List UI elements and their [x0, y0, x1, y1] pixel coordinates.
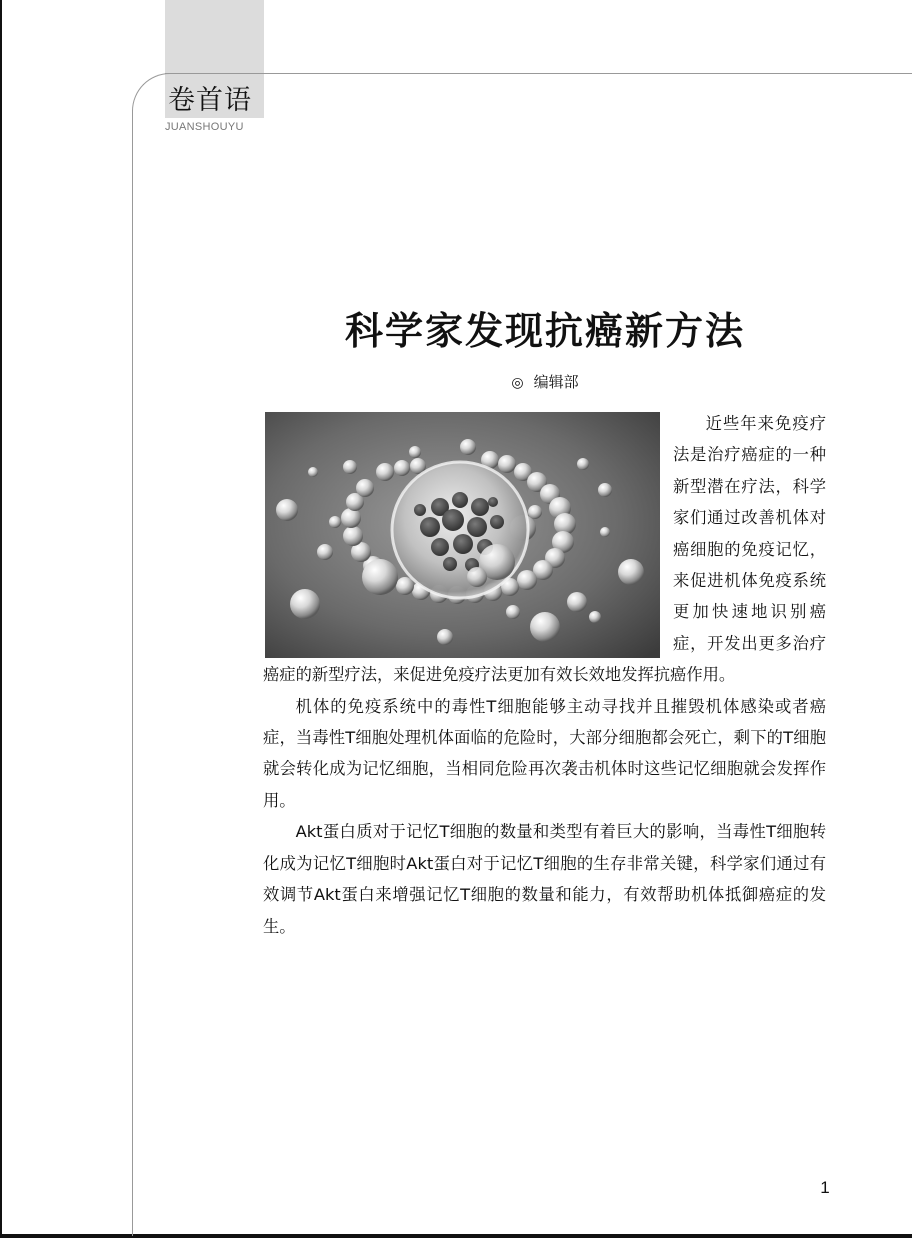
- section-title: 卷首语: [168, 85, 252, 116]
- article-byline: [265, 372, 825, 393]
- article-body: [263, 408, 826, 942]
- photo-text-wrap: [263, 408, 673, 658]
- paragraph-2: 机体的免疫系统中的毒性T细胞能够主动寻找并且摧毁机体感染或者癌症，当毒性T细胞处理机体面临的危险时，大部分细胞都会死亡，剩下的T细胞就会转化成为记忆细胞，当相同危险再次袭击机体时这些记忆细胞就会发挥作用。: [263, 696, 826, 810]
- paragraph-1: 近些年来免疫疗法是治疗癌症的一种新型潜在疗法，科学家们通过改善机体对癌细胞的免疫记忆，来促进机体免疫系统更加快速地识别癌症，开发出更多治疗癌症的新型疗法，来促进免疫疗法更加有效长效地发挥抗癌作用。: [263, 414, 826, 685]
- section-subtitle: JUANSHOUYU: [165, 121, 244, 133]
- page-bottom-edge: [0, 1234, 912, 1238]
- frame-left-line: [132, 110, 133, 1236]
- author-name: 编辑部: [533, 373, 579, 391]
- frame-top-line: [165, 73, 912, 74]
- page-number: 1: [820, 1178, 830, 1197]
- paragraph-3: Akt蛋白质对于记忆T细胞的数量和类型有着巨大的影响，当毒性T细胞转化成为记忆T细胞时Akt蛋白对于记忆T细胞的生存非常关键，科学家们通过有效调节Akt蛋白来增强记忆T细胞的数量和能力，有效帮助机体抵御癌症的发生。: [263, 822, 826, 936]
- bullseye-icon: ◎: [511, 375, 524, 391]
- page-left-edge: [0, 0, 2, 1238]
- article-title: 科学家发现抗癌新方法: [344, 308, 745, 353]
